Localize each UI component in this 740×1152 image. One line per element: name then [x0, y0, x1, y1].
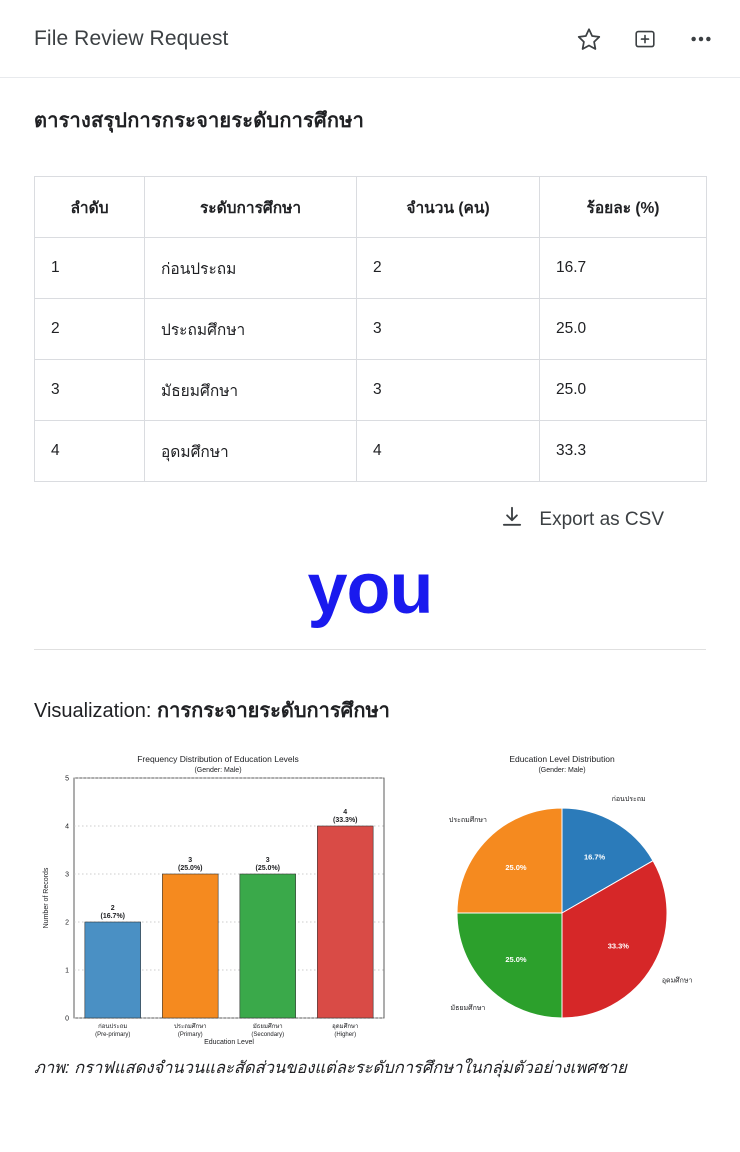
- cell-percent: 25.0: [540, 299, 707, 360]
- svg-text:มัธยมศึกษา: มัธยมศึกษา: [252, 1024, 283, 1030]
- svg-text:3: 3: [65, 871, 69, 879]
- section-divider: [34, 649, 706, 650]
- svg-text:ประถมศึกษา: ประถมศึกษา: [448, 816, 487, 824]
- document-body: [0, 104, 740, 1082]
- summary-table-wrapper: [34, 176, 706, 482]
- svg-text:33.3%: 33.3%: [607, 941, 629, 951]
- cell-education-level: อุดมศึกษา: [145, 421, 357, 482]
- bar-chart: [34, 748, 402, 1048]
- svg-text:อุดมศึกษา: อุดมศึกษา: [661, 977, 693, 985]
- app-header: [0, 0, 740, 78]
- svg-text:Education Level Distribution: Education Level Distribution: [509, 754, 615, 764]
- cell-count: 4: [357, 421, 540, 482]
- svg-text:0: 0: [65, 1015, 69, 1023]
- header-actions: [574, 24, 716, 54]
- svg-text:4: 4: [343, 809, 348, 816]
- svg-text:ก่อนประถม: ก่อนประถม: [611, 795, 646, 803]
- column-header-percent: ร้อยละ (%): [540, 177, 707, 238]
- table-row: [35, 360, 707, 421]
- table-row: [35, 421, 707, 482]
- svg-text:(16.7%): (16.7%): [100, 913, 126, 920]
- visualization-title: การกระจายระดับการศึกษา: [157, 700, 390, 722]
- svg-text:Frequency Distribution of Educ: Frequency Distribution of Education Levels: [137, 754, 299, 764]
- svg-text:(Gender: Male): (Gender: Male): [194, 767, 242, 774]
- svg-text:(Secondary): (Secondary): [251, 1032, 285, 1038]
- svg-text:4: 4: [65, 823, 69, 831]
- cell-percent: 33.3: [540, 421, 707, 482]
- add-to-folder-icon[interactable]: [630, 24, 660, 54]
- export-csv-label: Export as CSV: [539, 508, 664, 530]
- cell-count: 2: [357, 238, 540, 299]
- svg-text:2: 2: [110, 905, 115, 912]
- svg-text:3: 3: [188, 857, 193, 864]
- cell-order: 4: [35, 421, 145, 482]
- svg-text:(Pre-primary): (Pre-primary): [95, 1032, 131, 1038]
- svg-text:1: 1: [65, 967, 69, 975]
- summary-table-heading: ตารางสรุปการกระจายระดับการศึกษา: [34, 110, 365, 132]
- cell-education-level: ประถมศึกษา: [145, 299, 357, 360]
- education-distribution-table: [34, 176, 707, 482]
- svg-text:(25.0%): (25.0%): [177, 865, 203, 872]
- export-csv-button[interactable]: [34, 504, 706, 535]
- table-row: [35, 299, 707, 360]
- cell-order: 2: [35, 299, 145, 360]
- svg-text:(33.3%): (33.3%): [332, 817, 358, 824]
- star-icon[interactable]: [574, 24, 604, 54]
- visualization-prefix: Visualization:: [34, 700, 158, 722]
- more-options-icon[interactable]: [686, 24, 716, 54]
- table-header-row: [35, 177, 707, 238]
- cell-percent: 16.7: [540, 238, 707, 299]
- svg-text:(Primary): (Primary): [177, 1032, 203, 1038]
- watermark-text: you: [307, 549, 433, 629]
- svg-text:5: 5: [65, 775, 69, 783]
- svg-text:มัธยมศึกษา: มัธยมศึกษา: [450, 1005, 486, 1013]
- svg-text:3: 3: [265, 857, 270, 864]
- visualization-heading: [34, 694, 706, 726]
- svg-text:(Higher): (Higher): [334, 1032, 357, 1038]
- column-header-education-level: ระดับการศึกษา: [145, 177, 357, 238]
- page-title: File Review Request: [34, 26, 229, 50]
- svg-text:Number of Records: Number of Records: [43, 867, 50, 929]
- pie-chart: [412, 748, 712, 1048]
- cell-education-level: ก่อนประถม: [145, 238, 357, 299]
- cell-education-level: มัธยมศึกษา: [145, 360, 357, 421]
- svg-text:(25.0%): (25.0%): [255, 865, 281, 872]
- cell-order: 1: [35, 238, 145, 299]
- svg-text:อุดมศึกษา: อุดมศึกษา: [332, 1024, 359, 1030]
- svg-text:(Gender: Male): (Gender: Male): [538, 767, 586, 774]
- svg-text:25.0%: 25.0%: [505, 862, 527, 872]
- charts-container: [34, 748, 706, 1048]
- download-icon: [499, 504, 525, 535]
- cell-count: 3: [357, 360, 540, 421]
- cell-order: 3: [35, 360, 145, 421]
- svg-text:Education Level: Education Level: [204, 1039, 254, 1046]
- cell-percent: 25.0: [540, 360, 707, 421]
- figure-caption: ภาพ: กราฟแสดงจำนวนและสัดส่วนของแต่ละระดับการศึกษาในกลุ่มตัวอย่างเพศชาย: [34, 1059, 627, 1077]
- column-header-order: ลำดับ: [35, 177, 145, 238]
- svg-text:2: 2: [65, 919, 69, 927]
- svg-text:25.0%: 25.0%: [505, 955, 527, 965]
- column-header-count: จำนวน (คน): [357, 177, 540, 238]
- cell-count: 3: [357, 299, 540, 360]
- svg-text:ประถมศึกษา: ประถมศึกษา: [173, 1024, 207, 1030]
- svg-text:ก่อนประถม: ก่อนประถม: [98, 1024, 128, 1030]
- svg-text:16.7%: 16.7%: [583, 852, 606, 862]
- table-row: [35, 238, 707, 299]
